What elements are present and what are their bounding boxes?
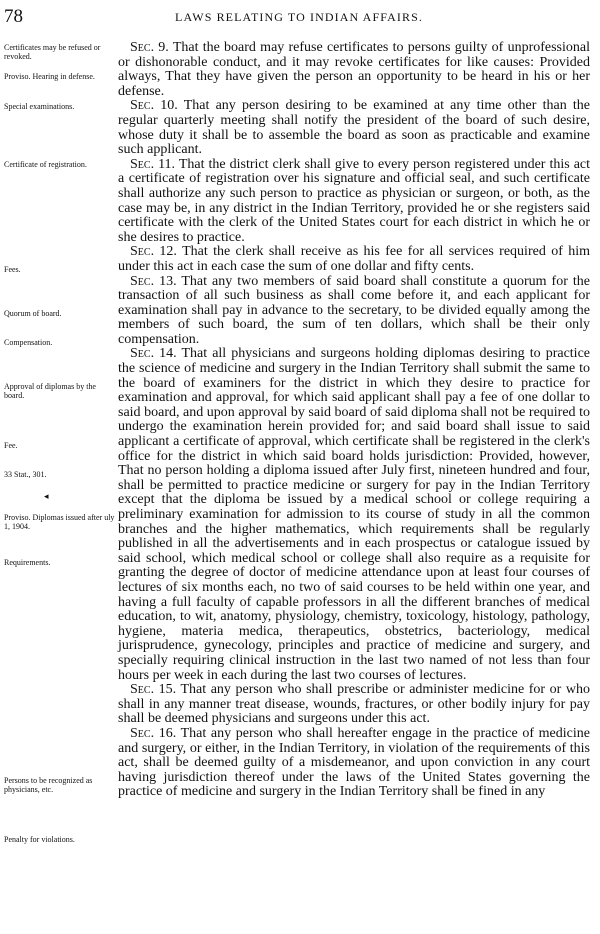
sidenote-fees: Fees. <box>4 265 21 274</box>
statute-body <box>118 41 590 800</box>
section-14 <box>118 347 590 683</box>
page-header <box>4 6 594 28</box>
section-12 <box>118 245 590 274</box>
section-label: Sec. 9. <box>130 40 169 55</box>
section-label: Sec. 13. <box>130 273 177 289</box>
sidenote-statute-reference: 33 Stat., 301. <box>4 470 47 479</box>
margin-arrow-mark: ◂ <box>44 491 49 501</box>
section-15 <box>118 683 590 727</box>
sidenote-persons-recognized: Persons to be recognized as physicians, etc. <box>4 776 93 794</box>
sidenote-compensation: Compensation. <box>4 338 53 347</box>
section-label: Sec. 16. <box>130 725 177 741</box>
section-13 <box>118 275 590 348</box>
section-11 <box>118 158 590 246</box>
sidenote-penalty: Penalty for violations. <box>4 835 75 844</box>
section-text: That any person who shall hereafter engage in the practice of medicine and surgery, or either, in the Indian Territory, in violation of the requirements of this act, shall be deemed guilty of a misdemeanor, and upon conviction in any court having jurisdiction thereof under the laws of the United States governing the practice of medicine and surgery in the Indian Territory shall be fined in any <box>118 725 590 800</box>
section-text: That the district clerk shall give to every person registered under this act a certificate of registration over his signature and official seal, and such certificate shall authorize any such person to practice as physician or surgeon, or both, as the case may be, in any district in the Indian Territory, provided he or she registers said certificate with the clerk of the United States court for each district in which he or she desires to practice. <box>118 156 591 245</box>
section-text: That the clerk shall receive as his fee for all services required of him under this act in each case the sum of one dollar and fifty cents. <box>118 244 590 274</box>
sidenote-approval-diplomas: Approval of diplomas by the board. <box>4 382 96 400</box>
section-label: Sec. 15. <box>130 682 177 698</box>
section-text: That any person desiring to be examined at any time other than the regular quarterly meeting shall notify the president of the board of such desire, whose duty it shall be to assemble the board as soon as practicable and examine such applicant. <box>118 98 591 158</box>
section-label: Sec. 11. <box>130 156 176 172</box>
section-text: That any person who shall prescribe or administer medicine for or who shall in any manner treat disease, wounds, fractures, or other bodily injury for pay shall be deemed physicians and surgeons under this act. <box>118 682 590 727</box>
section-label: Sec. 10. <box>130 98 178 114</box>
sidenote-certificates-refused: Certificates may be refused or revoked. <box>4 43 101 61</box>
running-head: LAWS RELATING TO INDIAN AFFAIRS. <box>175 10 423 24</box>
section-text: That any two members of said board shall constitute a quorum for the transaction of all such business as shall come before it, and each applicant for examination shall pay in advance to the secretary, to be divided equally among the members of such board, the sum of ten dollars, which shall be their only compensation. <box>118 273 590 347</box>
section-text: That all physicians and surgeons holding diplomas desiring to practice the science of medicine and surgery in the Indian Territory shall submit the same to the board of examiners for the district in which they desire to practice for examination and approval, for which said applicant shall pay a fee of one dollar to said board, and upon approval by said board of said diploma shall not be required to undergo the examination herein provided for; and said board shall issue to said applicant a certificate of approval, which certificate shall be registered in the clerk's office for the district in which said board holds jurisdiction: Provided, however, That no person holding a diploma issued after July first, nineteen hundred and four, shall be permitted to practice medicine or surgery for pay in the Indian Territory except that the diploma be issued by a medical school or college requiring a preliminary examination for admission to its course of study in all the common branches and the higher mathematics, which requirements shall be regularly published in all the advertisements and in each prospectus or catalogue issued by said school, which medical school or college shall also require as a requisite for granting the degree of doctor of medicine attendance upon at least four courses of lectures of six months each, no two of said courses to be held within one year, and having a full faculty of capable professors in all the different branches of medical education, to wit, anatomy, physiology, chemistry, toxicology, histology, pathology, hygiene, materia medica, therapeutics, obstetrics, bacteriology, medical jurisprudence, gynecology, principles and practice of medicine and surgery, and specially requiring clinical instruction in the last two named of not less than four hours per week in each during the last two courses of lectures. <box>118 346 590 683</box>
sidenote-proviso-hearing: Proviso. Hearing in defense. <box>4 72 95 81</box>
section-label: Sec. 14. <box>130 346 177 362</box>
section-16 <box>118 727 590 800</box>
section-text: That the board may refuse certificates to persons guilty of unprofessional or dishonorable conduct, and it may revoke certificates for like causes: Provided always, That they have given the person an opportunity to be heard in his or her defense. <box>118 40 590 99</box>
page-number: 78 <box>4 6 23 27</box>
sidenote-fee: Fee. <box>4 441 18 450</box>
section-label: Sec. 12. <box>130 244 177 260</box>
sidenote-special-examinations: Special examinations. <box>4 102 75 111</box>
sidenote-proviso-diplomas: Proviso. Diplomas issued after uly 1, 1904. <box>4 513 115 531</box>
sidenote-certificate-registration: Certificate of registration. <box>4 160 87 169</box>
section-9 <box>118 41 590 99</box>
section-10 <box>118 99 590 157</box>
sidenote-requirements: Requirements. <box>4 558 51 567</box>
sidenote-quorum: Quorum of board. <box>4 309 62 318</box>
